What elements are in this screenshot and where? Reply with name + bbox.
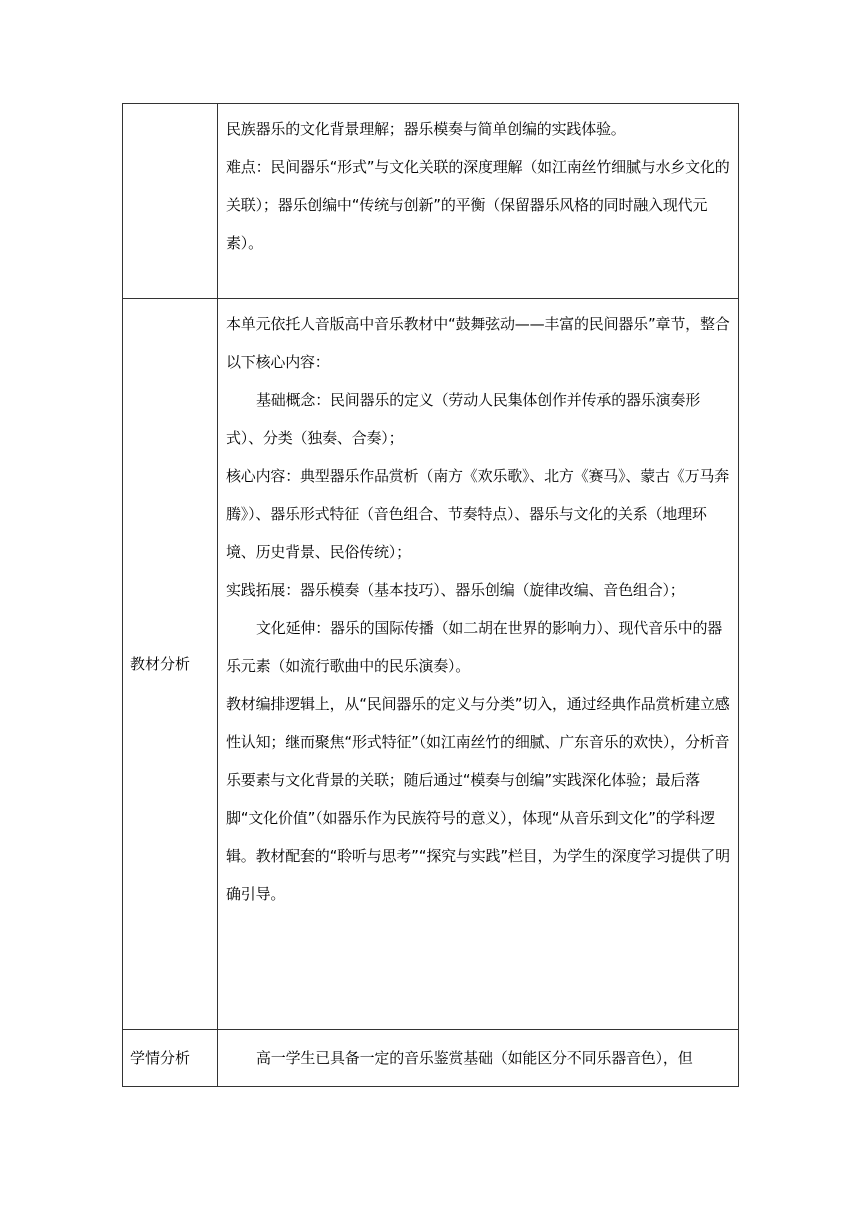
row-label-cell bbox=[123, 104, 218, 299]
row-content-cell bbox=[218, 104, 739, 299]
content-paragraph: 核心内容：典型器乐作品赏析（南方《欢乐歌》、北方《赛马》、蒙古《万马奔腾》）、器乐形式特征（音色组合、节奏特点）、器乐与文化的关系（地理环境、历史背景、民俗传统）； bbox=[226, 467, 730, 561]
lesson-plan-table bbox=[122, 103, 739, 1087]
table-row bbox=[123, 299, 739, 1030]
row-label-cell bbox=[123, 299, 218, 1030]
row-label: 教材分析 bbox=[130, 655, 191, 673]
content-paragraph: 难点：民间器乐“形式”与文化关联的深度理解（如江南丝竹细腻与水乡文化的关联）；器乐创编中“传统与创新”的平衡（保留器乐风格的同时融入现代元素）。 bbox=[226, 158, 730, 252]
content-paragraph: 本单元依托人音版高中音乐教材中“鼓舞弦动——丰富的民间器乐”章节，整合以下核心内容： bbox=[226, 315, 730, 371]
row-label-cell bbox=[123, 1030, 218, 1087]
content-paragraph: 高一学生已具备一定的音乐鉴赏基础（如能区分不同乐器音色），但 bbox=[256, 1049, 693, 1067]
content-paragraph: 民族器乐的文化背景理解；器乐模奏与简单创编的实践体验。 bbox=[226, 120, 626, 138]
table-row bbox=[123, 1030, 739, 1087]
content-paragraph: 教材编排逻辑上，从“民间器乐的定义与分类”切入，通过经典作品赏析建立感性认知；继而聚焦“形式特征”（如江南丝竹的细腻、广东音乐的欢快），分析音乐要素与文化背景的关联；随后通过“模奏与创编”实践深化体验；最后落脚“文化价值”（如器乐作为民族符号的意义），体现“从音乐到文化”的学科逻辑。教材配套的“聆听与思考”“探究与实践”栏目，为学生的深度学习提供了明确引导。 bbox=[226, 695, 730, 903]
content-paragraph: 文化延伸：器乐的国际传播（如二胡在世界的影响力）、现代音乐中的器乐元素（如流行歌曲中的民乐演奏）。 bbox=[226, 619, 723, 675]
row-content-cell bbox=[218, 1030, 739, 1087]
table-row bbox=[123, 104, 739, 299]
content-paragraph: 基础概念：民间器乐的定义（劳动人民集体创作并传承的器乐演奏形式）、分类（独奏、合奏）； bbox=[226, 391, 701, 447]
row-label: 学情分析 bbox=[130, 1049, 191, 1067]
content-paragraph: 实践拓展：器乐模奏（基本技巧）、器乐创编（旋律改编、音色组合）； bbox=[226, 581, 685, 599]
row-content-cell bbox=[218, 299, 739, 1030]
